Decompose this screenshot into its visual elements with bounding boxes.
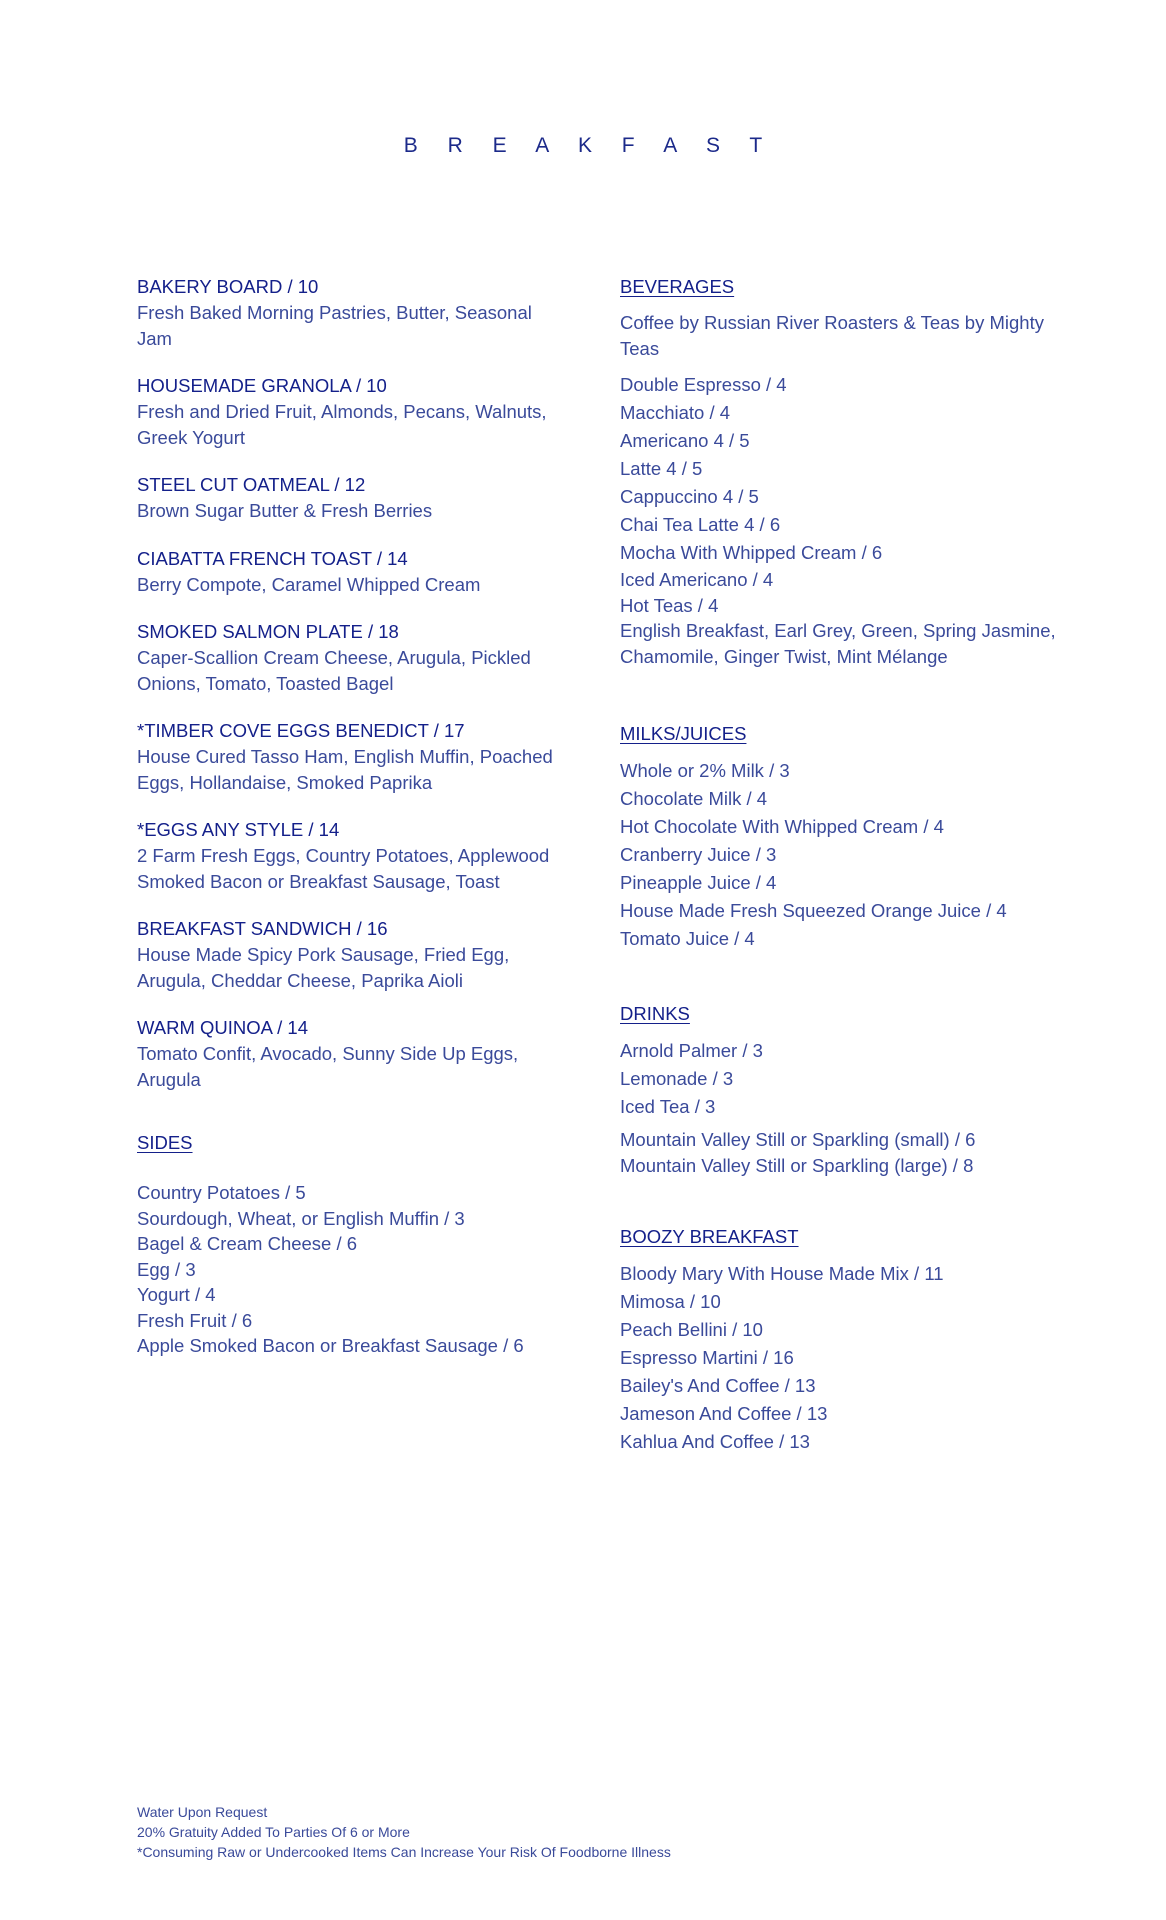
item-description: Caper-Scallion Cream Cheese, Arugula, Pickled Onions, Tomato, Toasted Bagel (137, 647, 531, 694)
list-item: House Made Fresh Squeezed Orange Juice / 4 (620, 900, 1007, 921)
item-name: STEEL CUT OATMEAL / 12 (137, 474, 366, 495)
list-item: Cappuccino 4 / 5 (620, 486, 759, 507)
list-item: Hot Chocolate With Whipped Cream / 4 (620, 816, 944, 837)
page-title: B R E A K F A S T (403, 134, 775, 157)
list-item: Mountain Valley Still or Sparkling (large) / 8 (620, 1154, 974, 1176)
drinks-heading: DRINKS (620, 1003, 690, 1024)
list-item: Cranberry Juice / 3 (620, 844, 777, 865)
list-item: Apple Smoked Bacon or Breakfast Sausage / 6 (137, 1335, 524, 1356)
beverages-note: Coffee by Russian River Roasters & Teas by Mighty Teas (620, 312, 1044, 359)
item-description: Berry Compote, Caramel Whipped Cream (137, 573, 481, 595)
list-item: Whole or 2% Milk / 3 (620, 760, 790, 781)
list-item: Sourdough, Wheat, or English Muffin / 3 (137, 1207, 465, 1229)
item-name: *EGGS ANY STYLE / 14 (137, 819, 340, 840)
list-item: Country Potatoes / 5 (137, 1182, 306, 1203)
list-item: Chocolate Milk / 4 (620, 788, 768, 809)
list-item: Bailey's And Coffee / 13 (620, 1375, 816, 1396)
footer-notes (137, 1802, 671, 1862)
list-item: Americano 4 / 5 (620, 430, 750, 451)
list-item: Kahlua And Coffee / 13 (620, 1431, 810, 1452)
menu-item (137, 373, 557, 450)
item-name: SMOKED SALMON PLATE / 18 (137, 621, 399, 642)
footer-line: 20% Gratuity Added To Parties Of 6 or More (137, 1824, 410, 1840)
drinks-column (620, 274, 1060, 1456)
menu-item (137, 817, 557, 894)
item-name: WARM QUINOA / 14 (137, 1017, 308, 1038)
list-item: Iced Tea / 3 (620, 1096, 716, 1117)
item-name: HOUSEMADE GRANOLA / 10 (137, 375, 387, 396)
item-description: House Cured Tasso Ham, English Muffin, Poached Eggs, Hollandaise, Smoked Paprika (137, 746, 553, 793)
menu-item (137, 1015, 557, 1092)
list-item: Mimosa / 10 (620, 1291, 721, 1312)
menu-item (137, 619, 557, 696)
item-name: CIABATTA FRENCH TOAST / 14 (137, 547, 408, 569)
item-name: BAKERY BOARD / 10 (137, 276, 319, 297)
list-item: Lemonade / 3 (620, 1068, 734, 1089)
list-item: Tomato Juice / 4 (620, 928, 755, 949)
item-description: 2 Farm Fresh Eggs, Country Potatoes, Applewood Smoked Bacon or Breakfast Sausage, Toast (137, 845, 550, 892)
footer-line: *Consuming Raw or Undercooked Items Can Increase Your Risk Of Foodborne Illness (137, 1844, 671, 1860)
beverages-heading: BEVERAGES (620, 276, 735, 297)
boozy-heading: BOOZY BREAKFAST (620, 1226, 799, 1247)
list-item: Jameson And Coffee / 13 (620, 1403, 828, 1424)
menu-item (137, 472, 557, 524)
menu-item (137, 546, 557, 598)
list-item: Latte 4 / 5 (620, 458, 703, 479)
list-item: Mountain Valley Still or Sparkling (small) / 6 (620, 1129, 976, 1150)
list-item: Double Espresso / 4 (620, 374, 787, 395)
item-name: BREAKFAST SANDWICH / 16 (137, 918, 388, 939)
list-item: Hot Teas / 4 (620, 594, 719, 616)
list-item: Fresh Fruit / 6 (137, 1309, 253, 1331)
list-item: Egg / 3 (137, 1258, 196, 1280)
list-item: Chai Tea Latte 4 / 6 (620, 514, 781, 535)
sides-list (137, 1180, 557, 1359)
menu-item (137, 718, 557, 795)
sides-heading: SIDES (137, 1132, 193, 1153)
list-item: Peach Bellini / 10 (620, 1319, 763, 1340)
list-item: Iced Americano / 4 (620, 569, 774, 590)
menu-item (137, 274, 557, 351)
footer-line: Water Upon Request (137, 1804, 268, 1820)
milks-heading: MILKS/JUICES (620, 723, 747, 744)
item-description: Tomato Confit, Avocado, Sunny Side Up Eggs, Arugula (137, 1043, 519, 1090)
item-description: Fresh Baked Morning Pastries, Butter, Seasonal Jam (137, 302, 532, 349)
list-item: Yogurt / 4 (137, 1284, 216, 1305)
list-item: Espresso Martini / 16 (620, 1347, 794, 1368)
list-item: Macchiato / 4 (620, 402, 731, 423)
list-item: Arnold Palmer / 3 (620, 1040, 763, 1061)
item-name: *TIMBER COVE EGGS BENEDICT / 17 (137, 720, 465, 741)
tea-list: English Breakfast, Earl Grey, Green, Spring Jasmine, Chamomile, Ginger Twist, Mint Mélange (620, 620, 1056, 667)
list-item: Mocha With Whipped Cream / 6 (620, 542, 883, 563)
menu-item (137, 916, 557, 993)
item-description: House Made Spicy Pork Sausage, Fried Egg, Arugula, Cheddar Cheese, Paprika Aioli (137, 944, 510, 991)
list-item: Pineapple Juice / 4 (620, 872, 777, 893)
list-item: Bagel & Cream Cheese / 6 (137, 1233, 358, 1254)
list-item: Bloody Mary With House Made Mix / 11 (620, 1263, 944, 1284)
item-description: Brown Sugar Butter & Fresh Berries (137, 500, 433, 521)
food-column (137, 274, 557, 1359)
item-description: Fresh and Dried Fruit, Almonds, Pecans, Walnuts, Greek Yogurt (137, 401, 547, 448)
